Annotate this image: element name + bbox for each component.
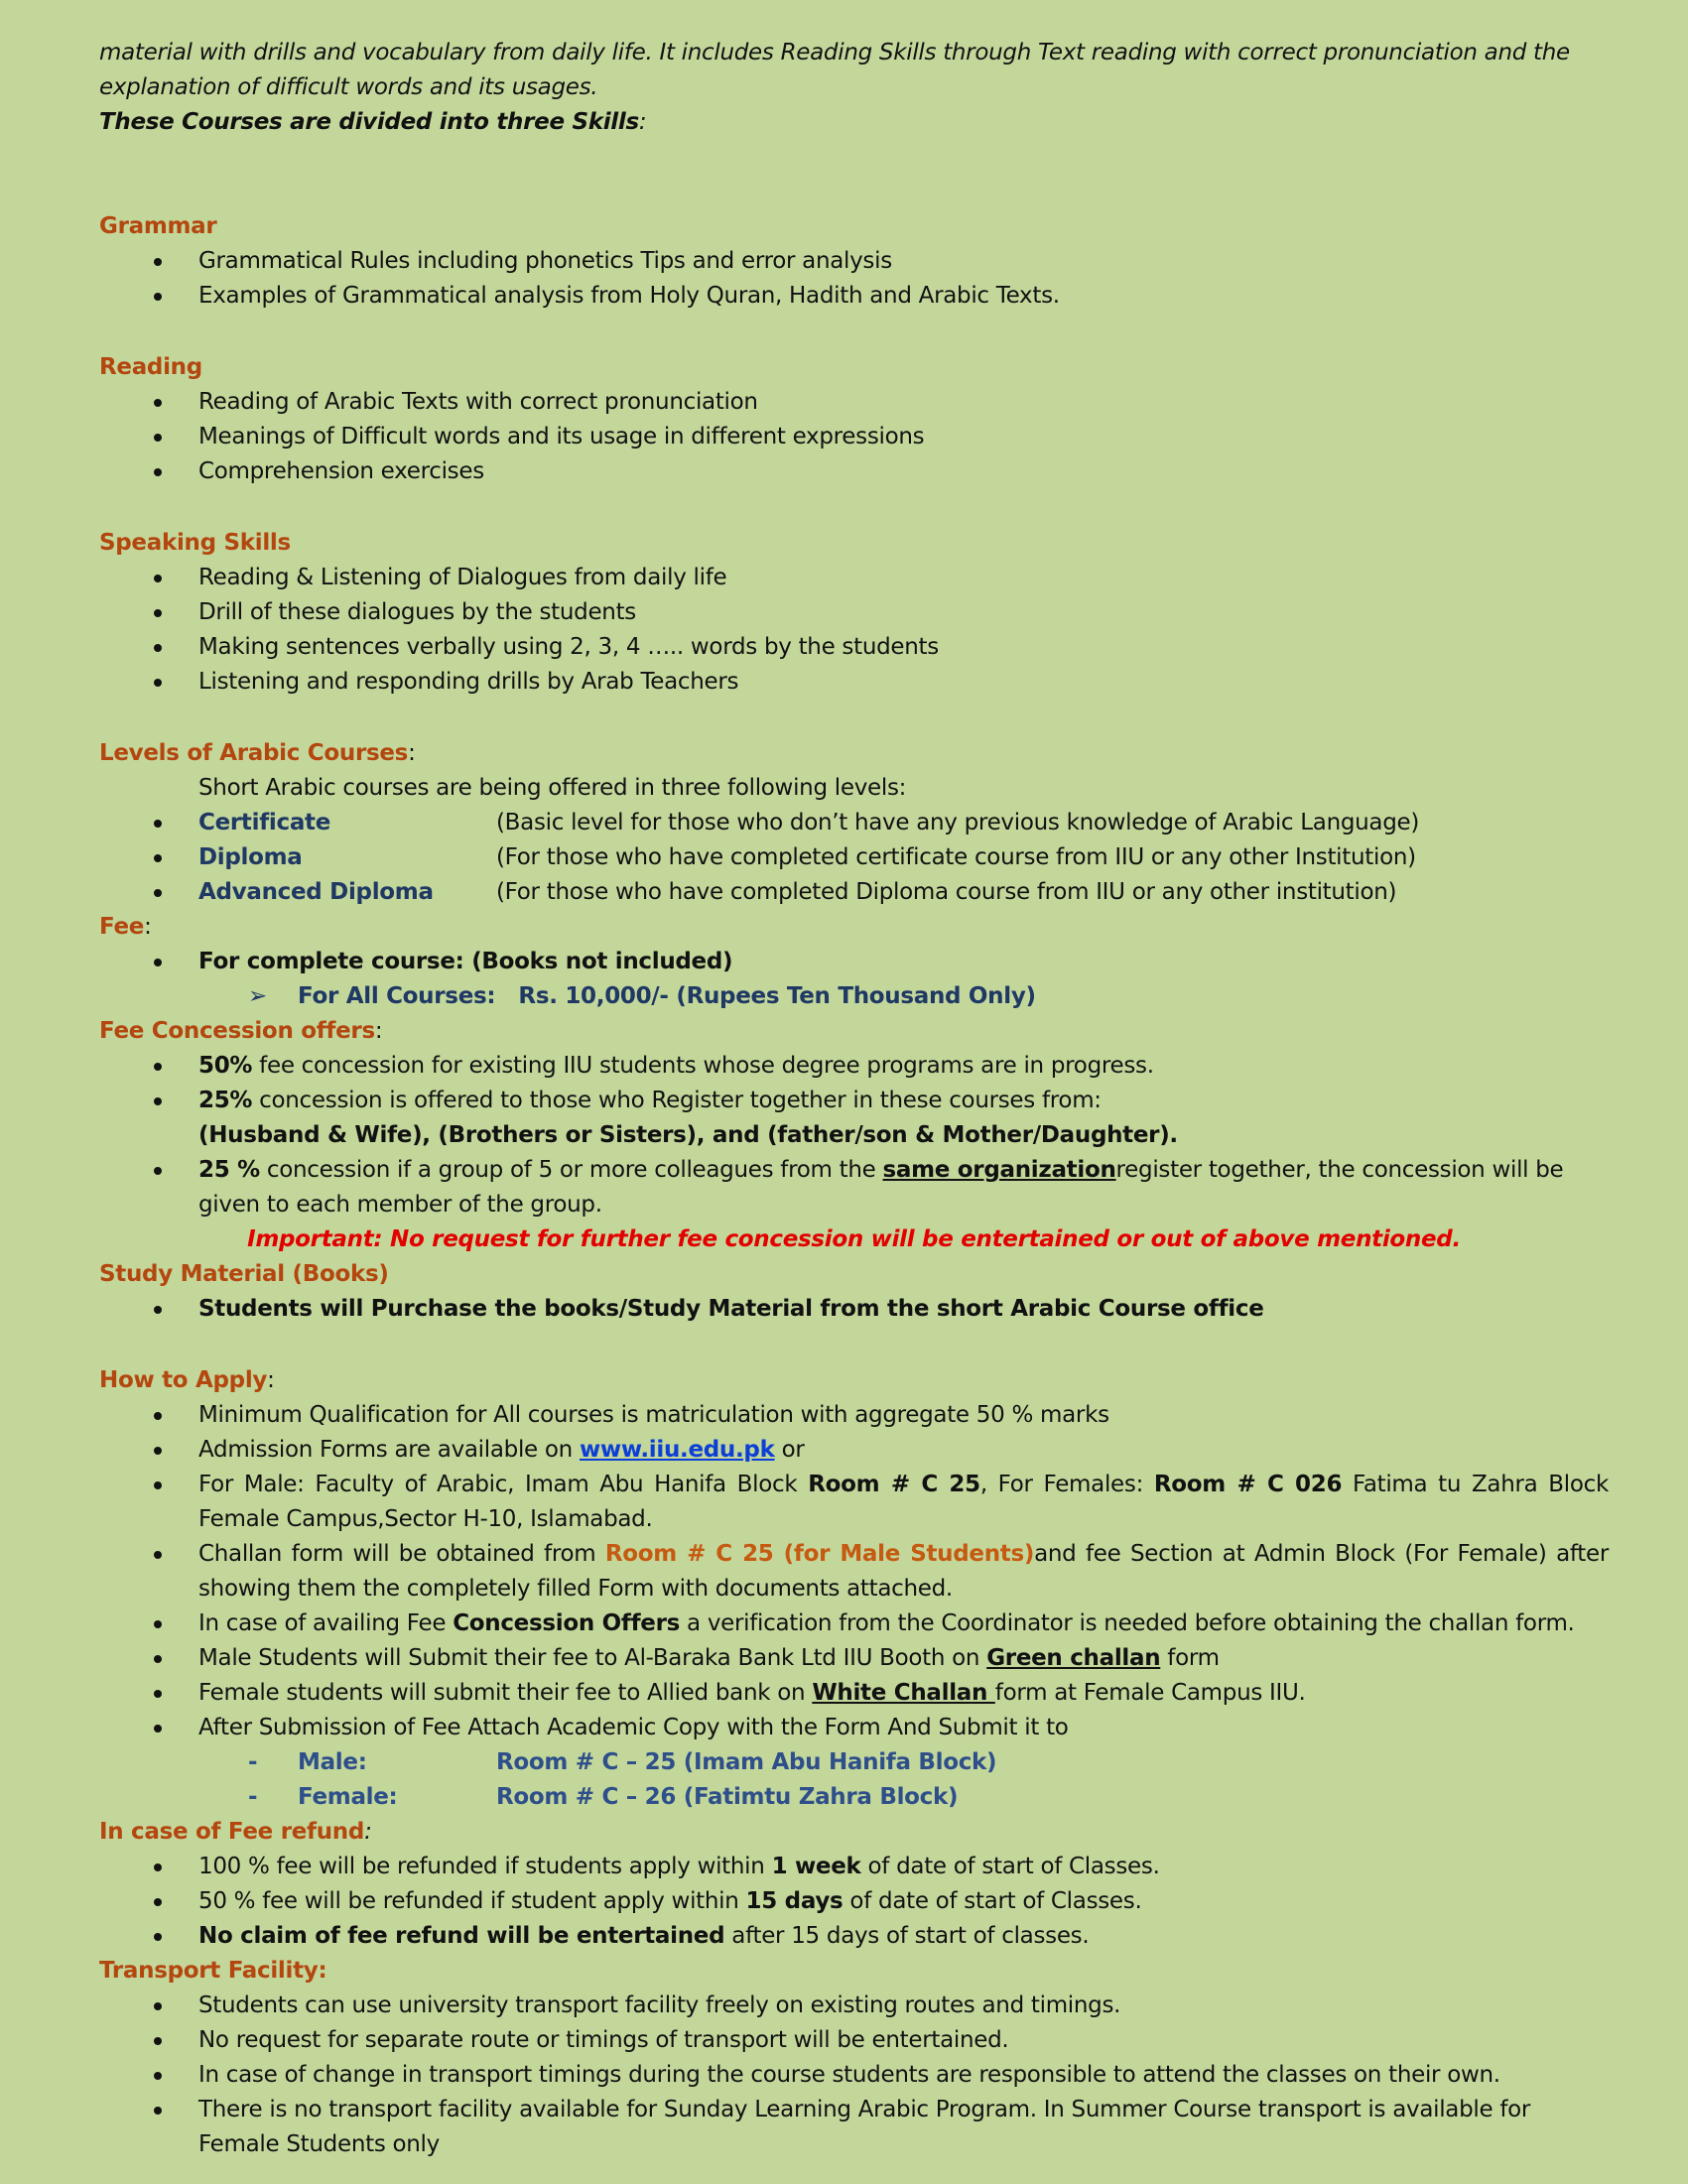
bullet-icon [154,2058,162,2093]
bullet-icon [154,385,162,420]
list-item: Examples of Grammatical analysis from Holy Quran, Hadith and Arabic Texts. [99,279,1609,314]
bullet-icon [154,1919,162,1954]
apply-heading: How to Apply: [99,1367,275,1393]
bullet-icon [154,1884,162,1919]
bullet-icon [154,1676,162,1711]
concession-heading: Fee Concession offers: [99,1018,383,1044]
list-item: Diploma (For those who have completed certificate course from IIU or any other Institution) [99,840,1609,875]
list-item: For Male: Faculty of Arabic, Imam Abu Hanifa Block Room # C 25, For Females: Room # C 026 Fatima tu Zahra Block Female Campus,Sector H-10, Islamabad. [99,1468,1609,1537]
list-item: Reading & Listening of Dialogues from daily life [99,561,1609,595]
bullet-icon [154,1049,162,1084]
bullet-icon [154,1711,162,1745]
dash-icon: - [248,1749,258,1775]
transport-heading: Transport Facility: [99,1958,327,1984]
bullet-icon [154,1433,162,1468]
study-list [99,1292,1609,1327]
bullet-icon [154,2023,162,2058]
list-item: For complete course: (Books not included) [99,945,1609,979]
bullet-icon [154,806,162,840]
list-item: Challan form will be obtained from Room # C 25 (for Male Students)and fee Section at Admin Block (For Female) after showing them the completely filled Form with documents attached. [99,1537,1609,1606]
list-item: No request for separate route or timings of transport will be entertained. [99,2023,1609,2058]
list-item: Meanings of Difficult words and its usage in different expressions [99,420,1609,454]
bullet-icon [154,2093,162,2127]
bullet-icon [154,630,162,665]
list-item: In case of change in transport timings during the course students are responsible to attend the classes on their own. [99,2058,1609,2093]
submit-male: - Male: Room # C – 25 (Imam Abu Hanifa Block) [99,1745,1609,1780]
refund-list [99,1850,1609,1954]
refund-heading: In case of Fee refund: [99,1819,372,1845]
list-item: There is no transport facility available for Sunday Learning Arabic Program. In Summer Course transport is available for Female Students only [99,2093,1609,2162]
transport-list [99,1989,1609,2162]
grammar-heading: Grammar [99,213,217,239]
list-item: Advanced Diploma (For those who have completed Diploma course from IIU or any other institution) [99,875,1609,910]
list-item: Students will Purchase the books/Study Material from the short Arabic Course office [99,1292,1609,1327]
bullet-icon [154,595,162,630]
reading-heading: Reading [99,354,202,380]
list-item: Reading of Arabic Texts with correct pronunciation [99,385,1609,420]
list-item: Listening and responding drills by Arab Teachers [99,665,1609,700]
speaking-list [99,561,1609,700]
levels-list [99,806,1609,910]
bullet-icon [154,1989,162,2023]
bullet-icon [154,1153,162,1188]
list-item: After Submission of Fee Attach Academic Copy with the Form And Submit it to [99,1711,1609,1745]
reading-list [99,385,1609,489]
fee-list [99,945,1609,979]
dash-icon: - [248,1784,258,1810]
bullet-icon [154,1084,162,1118]
intro-skills-line: These Courses are divided into three Skills: [99,109,647,135]
grammar-list [99,244,1609,314]
list-item: Students can use university transport facility freely on existing routes and timings. [99,1989,1609,2023]
bullet-icon [154,454,162,489]
speaking-heading: Speaking Skills [99,530,291,556]
intro-paragraph [99,36,1609,140]
study-heading: Study Material (Books) [99,1261,389,1287]
list-item: Admission Forms are available on www.iiu.edu.pk or [99,1433,1609,1468]
list-item: Minimum Qualification for All courses is matriculation with aggregate 50 % marks [99,1398,1609,1433]
list-item: Making sentences verbally using 2, 3, 4 ….. words by the students [99,630,1609,665]
submit-female: - Female: Room # C – 26 (Fatimtu Zahra Block) [99,1780,1609,1815]
list-item: Certificate (Basic level for those who don’t have any previous knowledge of Arabic Language) [99,806,1609,840]
bullet-icon [154,1537,162,1572]
website-link[interactable]: www.iiu.edu.pk [579,1437,775,1463]
bullet-icon [154,1850,162,1884]
intro-text: material with drills and vocabulary from daily life. It includes Reading Skills through Text reading with correct pronunciation and the explanation of difficult words and its usages. [99,40,1570,100]
bullet-icon [154,1398,162,1433]
bullet-icon [154,945,162,979]
list-item: 50 % fee will be refunded if student apply within 15 days of date of start of Classes. [99,1884,1609,1919]
fee-all-courses: ➢ For All Courses: Rs. 10,000/- (Rupees Ten Thousand Only) [99,979,1609,1014]
concession-list [99,1049,1609,1222]
bullet-icon [154,561,162,595]
bullet-icon [154,1468,162,1502]
bullet-icon [154,244,162,279]
fee-heading: Fee: [99,914,152,940]
list-item: 25% concession is offered to those who Register together in these courses from: (Husband & Wife), (Brothers or Sisters), and (father/son & Mother/Daughter). [99,1084,1609,1153]
arrow-icon: ➢ [248,983,267,1009]
list-item: No claim of fee refund will be entertained after 15 days of start of classes. [99,1919,1609,1954]
apply-list [99,1398,1609,1745]
bullet-icon [154,420,162,454]
list-item: In case of availing Fee Concession Offers a verification from the Coordinator is needed before obtaining the challan form. [99,1606,1609,1641]
bullet-icon [154,840,162,875]
list-item: Female students will submit their fee to Allied bank on White Challan form at Female Campus IIU. [99,1676,1609,1711]
list-item: 50% fee concession for existing IIU students whose degree programs are in progress. [99,1049,1609,1084]
bullet-icon [154,1292,162,1327]
list-item: Male Students will Submit their fee to Al-Baraka Bank Ltd IIU Booth on Green challan form [99,1641,1609,1676]
list-item: Drill of these dialogues by the students [99,595,1609,630]
list-item: 100 % fee will be refunded if students apply within 1 week of date of start of Classes. [99,1850,1609,1884]
list-item: 25 % concession if a group of 5 or more colleagues from the same organizationregister together, the concession will be given to each member of the group. [99,1153,1609,1222]
list-item: Grammatical Rules including phonetics Tips and error analysis [99,244,1609,279]
bullet-icon [154,665,162,700]
important-note: Important: No request for further fee concession will be entertained or out of above mentioned. [247,1226,1461,1252]
levels-intro: Short Arabic courses are being offered in three following levels: [198,775,907,801]
levels-heading: Levels of Arabic Courses: [99,740,416,766]
bullet-icon [154,279,162,314]
bullet-icon [154,875,162,910]
list-item: Comprehension exercises [99,454,1609,489]
bullet-icon [154,1606,162,1641]
bullet-icon [154,1641,162,1676]
